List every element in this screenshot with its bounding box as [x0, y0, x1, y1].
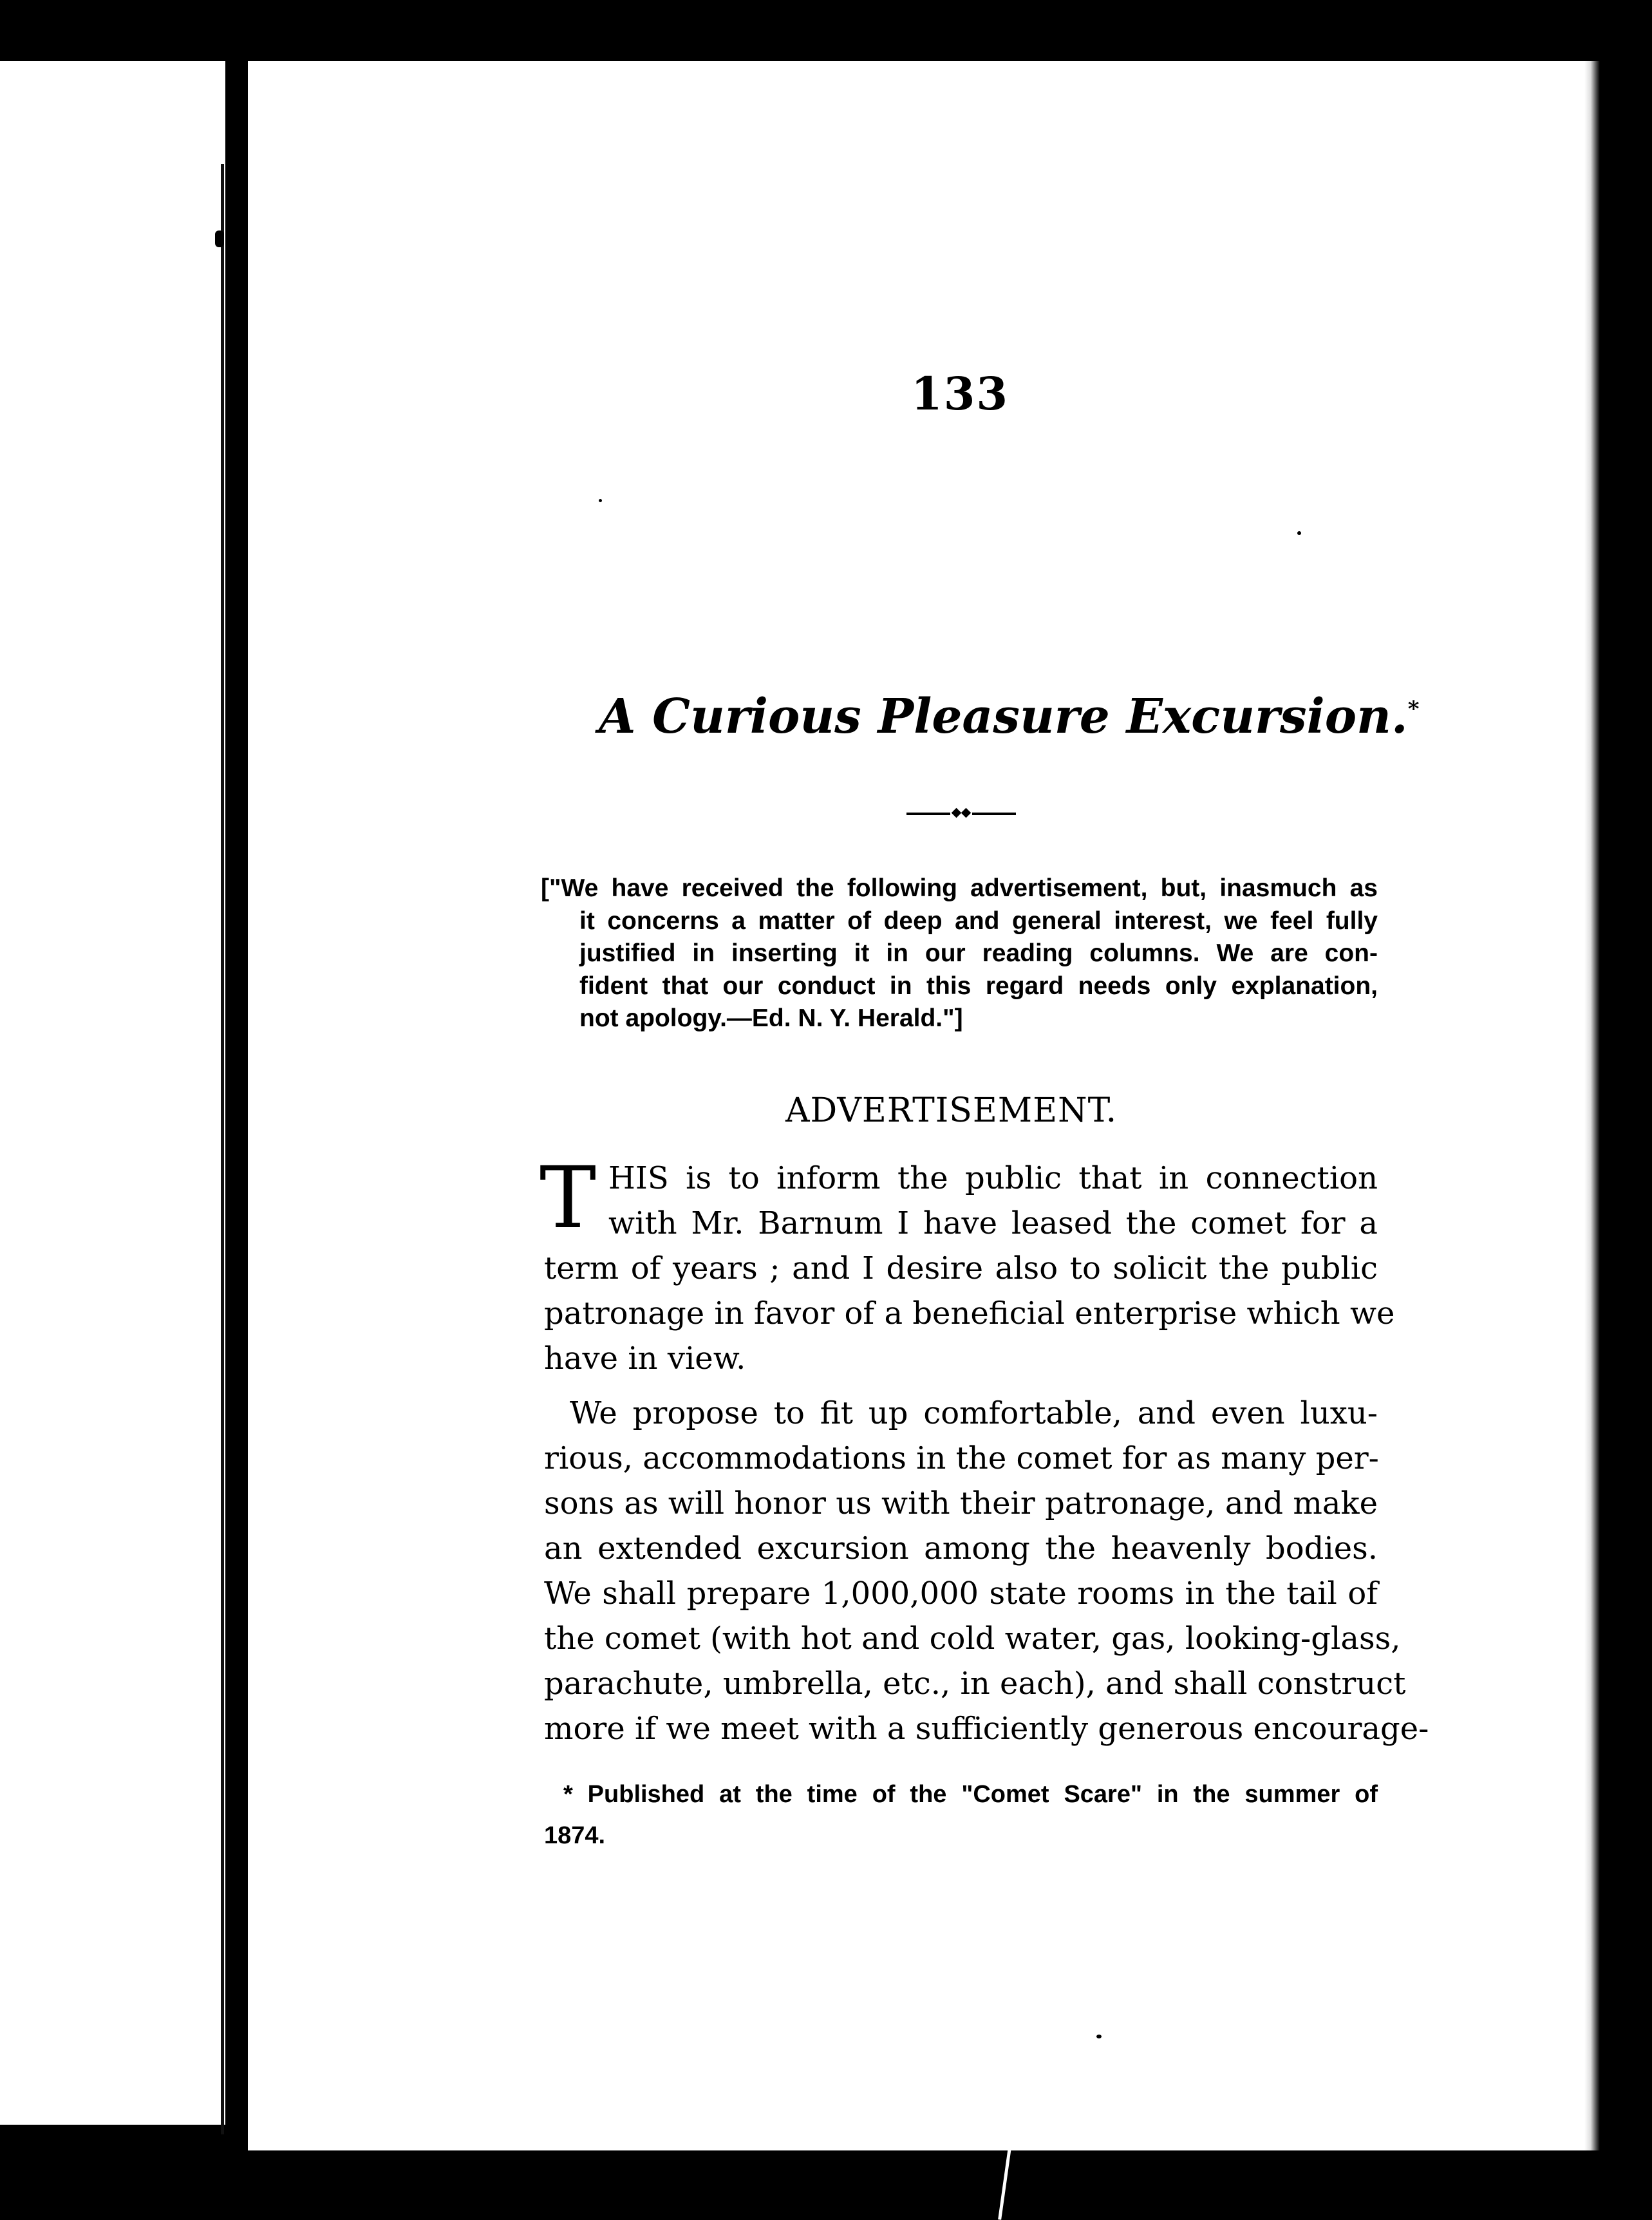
- text-line: We propose to fit up comfortable, and even luxu-: [570, 1395, 1378, 1431]
- text-line: sons as will honor us with their patronage, and make: [544, 1485, 1378, 1521]
- footnote-line: * Published at the time of the "Comet Scare" in the summer of: [563, 1781, 1378, 1808]
- text-line: have in view.: [544, 1340, 746, 1377]
- footnote: [544, 1774, 1378, 1856]
- title-ornament: [906, 809, 1016, 818]
- scan-speck: [1096, 2035, 1102, 2038]
- binding-edge: [221, 164, 224, 2134]
- editor-note-line: fident that our conduct in this regard needs only explanation,: [579, 972, 1378, 1000]
- paragraph-1: [544, 1156, 1395, 1381]
- binding-mark: [227, 597, 236, 614]
- binding-mark: [230, 1492, 239, 1509]
- title-footnote-mark: *: [1407, 696, 1420, 722]
- text-line: rious, accommodations in the comet for as many per-: [544, 1440, 1379, 1476]
- text-line: parachute, umbrella, etc., in each), and shall construct: [544, 1666, 1406, 1702]
- ornament-rule-right: [972, 813, 1016, 815]
- editor-note: [541, 872, 1378, 1035]
- editor-note-line: ["We have received the following advertisement, but, inasmuch as: [541, 874, 1378, 902]
- advertisement-heading: ADVERTISEMENT.: [785, 1091, 1118, 1130]
- footnote-line: 1874.: [544, 1822, 606, 1849]
- text-line: term of years ; and I desire also to solicit the public: [544, 1250, 1378, 1286]
- ornament-rule-left: [906, 813, 950, 815]
- article-title: [599, 689, 1420, 744]
- page-edge-shadow: [1584, 61, 1600, 2150]
- ornament-diamond: [952, 808, 962, 818]
- left-page-fragment: [0, 61, 225, 2125]
- drop-cap: T: [540, 1149, 597, 1248]
- text-line: the comet (with hot and cold water, gas, looking-glass,: [544, 1621, 1401, 1657]
- editor-note-line: not apology.—Ed. N. Y. Herald."]: [579, 1004, 963, 1032]
- scan-artifact-line: [998, 2147, 1011, 2220]
- editor-note-line: it concerns a matter of deep and general interest, we feel fully: [579, 907, 1378, 935]
- scan-speck: [599, 499, 602, 502]
- title-text: A Curious Pleasure Excursion.: [599, 689, 1408, 744]
- editor-note-line: justified in inserting it in our reading columns. We are con-: [579, 939, 1378, 967]
- binding-mark: [215, 230, 224, 247]
- text-line: an extended excursion among the heavenly bodies.: [544, 1530, 1378, 1566]
- text-line: HIS is to inform the public that in connection: [608, 1160, 1378, 1196]
- scan-speck: [1297, 531, 1301, 535]
- text-line: with Mr. Barnum I have leased the comet for a: [608, 1205, 1378, 1241]
- text-line: more if we meet with a sufficiently generous encourage-: [544, 1711, 1429, 1747]
- ornament-diamond: [961, 808, 971, 818]
- paragraph-2: [544, 1391, 1429, 1751]
- text-line: patronage in favor of a beneficial enterprise which we: [544, 1295, 1395, 1331]
- page-number: 133: [911, 367, 1009, 420]
- text-line: We shall prepare 1,000,000 state rooms in the tail of: [544, 1576, 1378, 1612]
